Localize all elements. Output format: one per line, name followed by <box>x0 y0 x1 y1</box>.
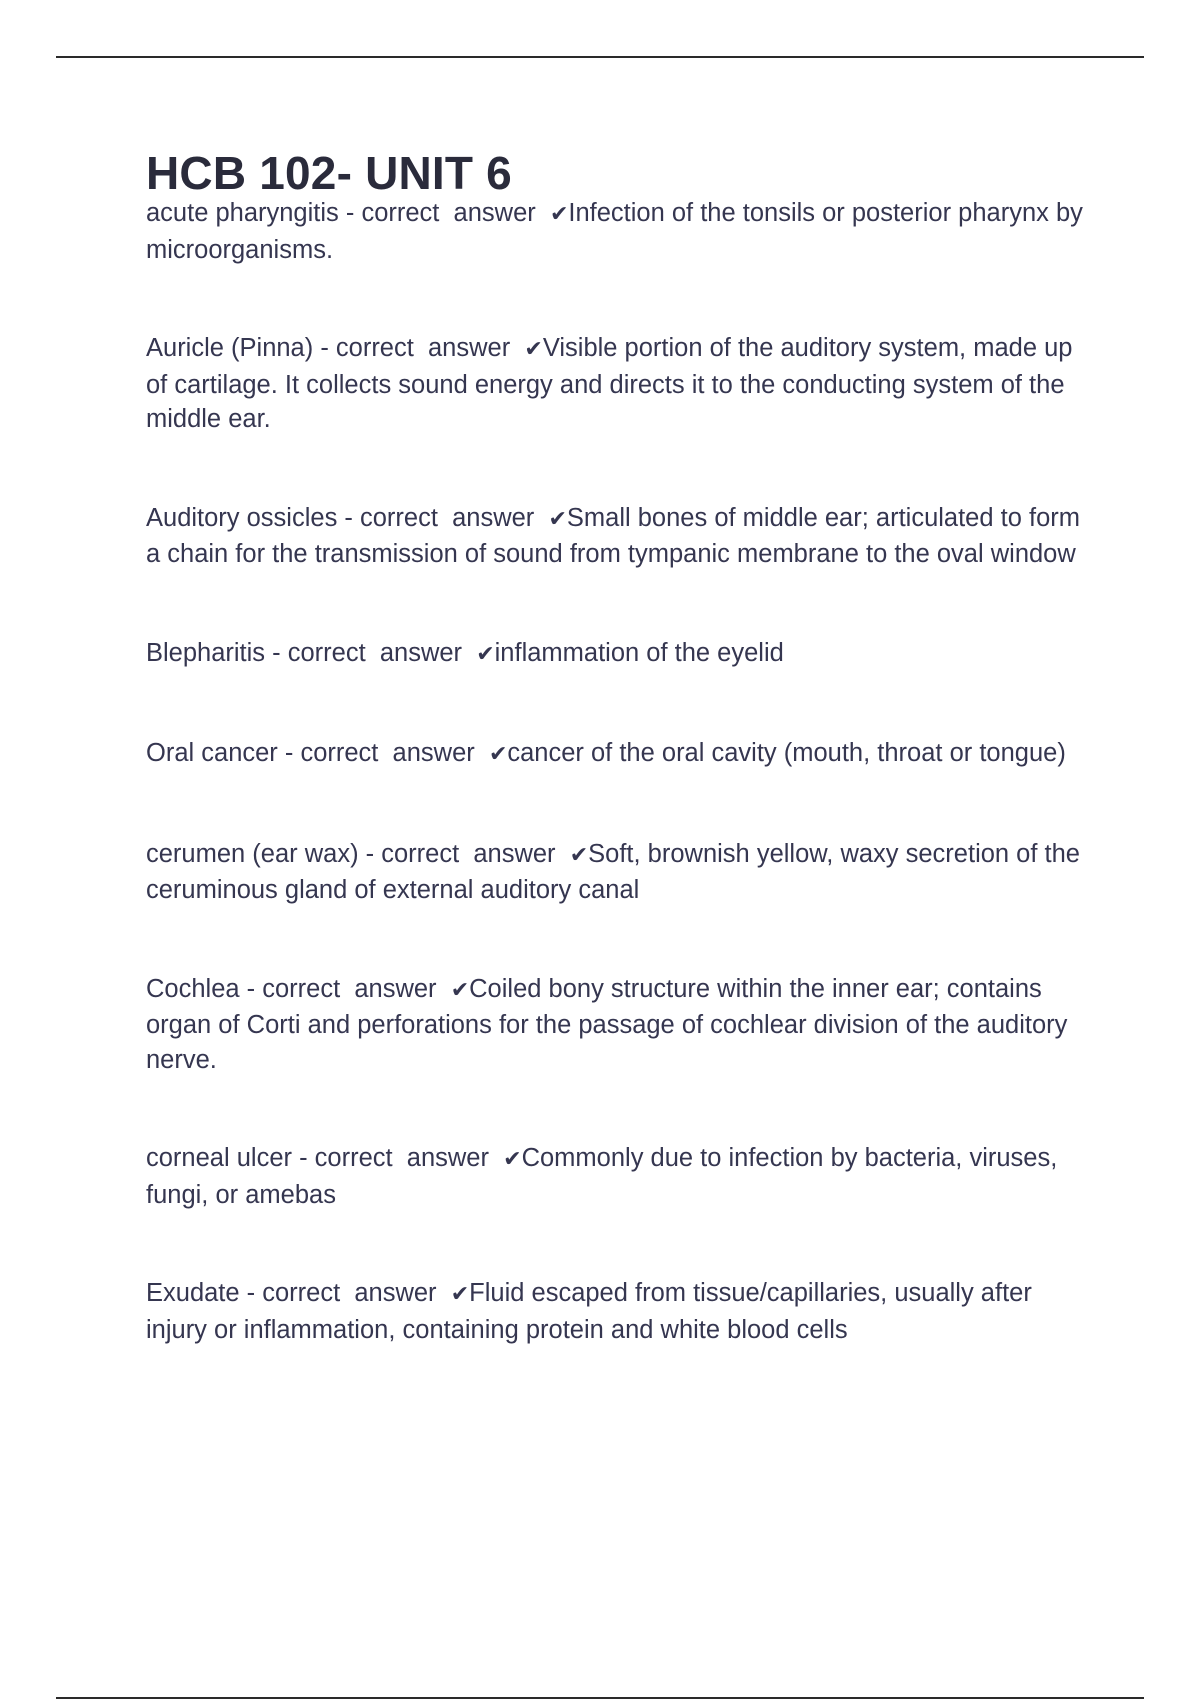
checkmark-icon: ✔ <box>488 742 508 767</box>
entry-separator: - correct answer <box>313 334 525 362</box>
list-item <box>146 636 1096 673</box>
top-rule <box>56 56 1144 58</box>
entry-separator: - correct answer <box>337 503 549 532</box>
entry-definition: inflammation of the eyelid <box>494 638 784 667</box>
entry-term: cerumen (ear wax) <box>146 839 359 868</box>
list-item <box>146 1141 1096 1212</box>
list-item <box>146 736 1096 773</box>
entry-term: corneal ulcer <box>146 1144 292 1172</box>
entry-separator: - correct answer <box>239 974 451 1003</box>
checkmark-icon: ✔ <box>476 641 495 667</box>
entry-separator: - correct answer <box>292 1144 504 1172</box>
list-item <box>146 331 1096 437</box>
entry-separator: - correct answer <box>358 839 570 868</box>
list-item <box>146 972 1096 1078</box>
entry-definition: Infection of the tonsils or posterior pharynx by microorganisms. <box>146 199 1090 264</box>
entry-separator: - correct answer <box>265 638 477 667</box>
entry-definition: Fluid escaped from tissue/capillaries, usually after injury or inflammation, containing protein and white blood cells <box>146 1279 1039 1344</box>
entry-definition: cancer of the oral cavity (mouth, throat or tongue) <box>507 739 1066 767</box>
checkmark-icon: ✔ <box>548 506 567 532</box>
entry-separator: - correct answer <box>239 1279 451 1307</box>
checkmark-icon: ✔ <box>524 337 543 362</box>
document-body <box>146 148 1096 1347</box>
list-item <box>146 1276 1096 1347</box>
entry-separator: - correct answer <box>338 199 550 227</box>
checkmark-icon: ✔ <box>569 842 589 868</box>
entry-definition: Visible portion of the auditory system, made up of cartilage. It collects sound energy and directs it to the conducting system of the middle ear. <box>146 334 1080 433</box>
entry-term: acute pharyngitis <box>146 199 339 227</box>
checkmark-icon: ✔ <box>450 977 470 1003</box>
list-item <box>146 501 1096 572</box>
entry-term: Auditory ossicles <box>146 503 338 532</box>
list-item <box>146 837 1096 908</box>
checkmark-icon: ✔ <box>503 1147 522 1172</box>
bottom-rule <box>56 1697 1144 1699</box>
checkmark-icon: ✔ <box>450 1282 470 1307</box>
checkmark-icon: ✔ <box>549 202 569 227</box>
page-title: HCB 102- UNIT 6 <box>146 147 512 199</box>
entry-definition: Coiled bony structure within the inner ear; contains organ of Corti and perforations for the passage of cochlear division of the auditory nerve. <box>146 974 1075 1074</box>
entry-separator: - correct answer <box>277 739 489 767</box>
entry-term: Blepharitis <box>146 638 266 667</box>
entry-definition: Soft, brownish yellow, waxy secretion of the ceruminous gland of external auditory canal <box>146 839 1088 904</box>
entry-term: Auricle (Pinna) <box>146 334 314 362</box>
list-item <box>146 196 1096 267</box>
entry-term: Cochlea <box>146 974 240 1003</box>
entry-definition: Small bones of middle ear; articulated to form a chain for the transmission of sound from tympanic membrane to the oval window <box>146 503 1088 568</box>
entry-definition: Commonly due to infection by bacteria, viruses, fungi, or amebas <box>146 1144 1065 1209</box>
entry-term: Oral cancer <box>146 739 278 767</box>
entry-term: Exudate <box>146 1279 240 1307</box>
